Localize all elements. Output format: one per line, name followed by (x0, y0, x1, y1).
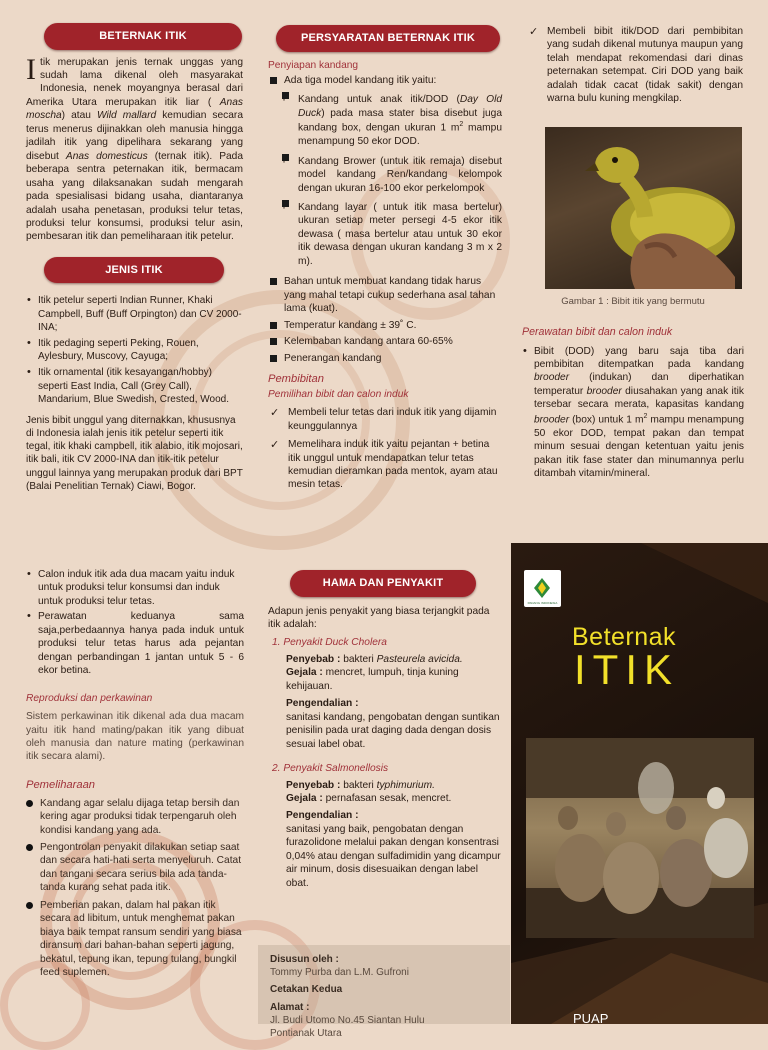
duckling-illustration (545, 127, 742, 289)
list-item: • Itik petelur seperti Indian Runner, Khaki Campbell, Buff (Buff Orpington) dan CV 2000-INA; (26, 294, 243, 334)
cover-footer: PUAP (573, 1011, 609, 1026)
authors: Tommy Purba dan L.M. Gufroni (270, 967, 409, 979)
panel-hama-penyakit (268, 570, 502, 890)
list-item: Kelembaban kandang antara 60-65% (268, 335, 502, 348)
list-item: ✓ Memelihara induk itik yaitu pejantan + betina itik unggul untuk mendapatkan telur tetas kemudian dieramkan pada mentok, ayam atau mesin tetas. (268, 438, 502, 492)
jenis-paragraph: Jenis bibit unggul yang diternakkan, khususnya di Indonesia ialah jenis itik petelur seperti itik tegal, itik khaki campbell, itik alabio, itik mojosari, itik bali, itik CV 2000-INA dan itik-itik petelur unggul lainnya yang merupakan produk dari BPT (Balai Penelitian Ternak) Ciawi, Bogor. (26, 414, 243, 492)
subheading-perawatan: Perawatan bibit dan calon induk (522, 325, 673, 338)
jenis-itik-list (26, 294, 243, 406)
list-item: · Kandang untuk anak itik/DOD (Day Old Duck) pada masa stater bisa disebut juga kandang box, dengan ukuran 1 $m^2$ mampu menampung 50 ekor DOD. (268, 93, 502, 148)
list-item: · Kandang Brower (untuk itik remaja) disebut model kandang Ren/kandang kelompok dengan ukuran 16-100 ekor perkelompok (268, 155, 502, 195)
list-item: • Bibit (DOD) yang baru saja tiba dari pembibitan ditempatkan pada kandang brooder (indukan) dan diperhatikan temperatur brooder diusahakan yang anak itik tersebar secara merata, kapasitas kandang brooder (box) untuk 1 $m^2$ mampu menampung 50 ekor DOD, tempat pakan dan tempat minum sesuai dengan ketentuan yaitu jenis pakan itik fase stater dan minumannya perlu ditambah vitamin/mineral. (522, 345, 744, 481)
intro-paragraph: I tik merupakan jenis ternak unggas yang sudah lama dikenal oleh masyarakat Indonesia, nenek moyangnya berasal dari Amerika Utara merupakan itik liar ( Anas moscha) atau Wild mallard kemudian secara terus menerus dijinakkan oleh manusia hingga jadilah itik yang dipelihara sekarang yang disebut Anas domesticus (ternak itik). Pada beberapa sentra peternakan itik, bermacam usaha yang dilaksanakan sudah mengarah pada spesialisasi bidang usaha, diantaranya adalah usaha penetasan, produksi telur tetas, produksi telur konsumsi, produksi telur asin, pembesaran itik dan pemeliharaan itik petelur. (26, 52, 243, 243)
subheading-pemilihan-bibit: Pemilihan bibit dan calon induk (268, 388, 409, 400)
pengendalian-label: Pengendalian : (286, 810, 359, 822)
reproduksi-paragraph: Sistem perkawinan itik dikenal ada dua macam yaitu itik hand mating/pakan itik yang dibuat oleh manusia dan nature mating (perkawinan itik secara alami). (26, 711, 244, 763)
hama-intro: Adapun jenis penyakit yang biasa terjangkit pada itik adalah: (268, 605, 490, 630)
list-item: Ada tiga model kandang itik yaitu: · Kandang untuk anak itik/DOD (Day Old Duck) pada masa stater bisa disebut juga kandang box, dengan ukuran 1 $m^2$ mampu menampung 50 ekor DOD. · Kandang Brower (untuk itik remaja) disebut model kandang Ren/kandang kelompok dengan ukuran 16-100 ekor perkelompok · Kandang layar ( untuk itik masa bertelur) ukuran setiap meter persegi 4-5 ekor itik dewasa ( masa bertelur atau untuk 30 ekor itik dewasa dengan ukuran kandang 3 m x 2 m). (268, 74, 502, 268)
logo (524, 570, 561, 607)
address-line-1: Jl. Budi Utomo No.45 Siantan Hulu (270, 1014, 425, 1026)
disease-title: 1. Penyakit Duck Cholera (272, 637, 387, 649)
panel-bibit-lower (522, 296, 744, 480)
pengendalian-text: sanitasi yang baik, pengobatan dengan furazolidone melalui pakan dengan konsentrasi 0,04% atau dengan sulfadimidin yang dicampur air minum, dosis disesuaikan dengan label obat. (286, 823, 501, 889)
list-item: ✓ Membeli telur tetas dari induk itik yang dijamin keunggulannya (268, 406, 502, 433)
pemeliharaan-list (26, 797, 244, 980)
disease-salmonellosis (268, 762, 502, 890)
disease-title: 2. Penyakit Salmonellosis (272, 763, 389, 775)
perawatan-list (522, 345, 744, 481)
panel-calon-induk (26, 568, 244, 980)
cover-panel (511, 543, 768, 1024)
ducks-photo (526, 738, 754, 938)
penyebab-line: Penyebab : bakteri Pasteurela avicida. (286, 653, 463, 665)
list-item: · Kandang layar ( untuk itik masa bertelur) ukuran setiap meter persegi 4-5 ekor itik dewasa ( masa bertelur atau untuk 30 ekor itik dewasa dengan ukuran kandang 3 m x 2 m). (268, 201, 502, 268)
drop-cap: I (26, 52, 36, 86)
cover-title-line1: Beternak (572, 623, 677, 651)
address-line-2: Pontianak Utara (270, 1027, 342, 1039)
list-item: Bahan untuk membuat kandang tidak harus yang mahal tetapi cukup sederhana asal tahan lama (kuat). (268, 275, 502, 315)
calon-induk-list (26, 568, 244, 678)
kandang-sublist (268, 93, 502, 268)
kandang-syarat-list (268, 275, 502, 365)
section-header-persyaratan: PERSYARATAN BETERNAK ITIK (276, 25, 500, 52)
photo-caption: Gambar 1 : Bibit itik yang bermutu (561, 296, 705, 307)
pengendalian-text: sanitasi kandang, pengobatan dengan suntikan penisilin pada urat daging dada dengan dosis sesuai label obat. (286, 711, 500, 750)
section-header-hama-penyakit: HAMA DAN PENYAKIT (290, 570, 476, 597)
list-item: Temperatur kandang ± 39˚ C. (268, 319, 502, 332)
credits-box: Disusun oleh : Tommy Purba dan L.M. Gufroni Cetakan Kedua Alamat : Jl. Budi Utomo No.45 Siantan Hulu Pontianak Utara (258, 945, 510, 1024)
list-item: Pemberian pakan, dalam hal pakan itik secara ad libitum, untuk menghemat pakan biaya baik tempat ransum sendiri yang biasa diransum dari bahan-bahan seperti jagung, bekatul, tepung ikan, tepung tulang, bungkil feed suplemen. (26, 899, 244, 980)
panel-beternak-itik (26, 23, 243, 493)
bibit-tick-list (527, 25, 743, 106)
panel-persyaratan (268, 25, 502, 492)
kandang-model-list (268, 74, 502, 268)
duckling-photo (545, 127, 742, 289)
gejala-line: Gejala : pernafasan sesak, mencret. (286, 792, 452, 804)
list-item: • Perawatan keduanya sama saja,perbedaannya hanya pada induk untuk produksi telur tetas harus ada pejantan dengan perbandingan 1 jantan untuk 5 - 6 ekor betina. (26, 610, 244, 677)
subheading-reproduksi: Reproduksi dan perkawinan (26, 692, 153, 704)
disease-cholera (268, 636, 502, 751)
list-item: • Itik pedaging seperti Peking, Rouen, Aylesbury, Muscovy, Cayuga; (26, 337, 243, 363)
subheading-pemeliharaan: Pemeliharaan (26, 778, 96, 791)
list-item: • Calon induk itik ada dua macam yaitu induk untuk produksi telur konsumsi dan induk untuk produksi telur tetas. (26, 568, 244, 608)
subheading-pembibitan: Pembibitan (268, 372, 324, 385)
list-item: Pengontrolan penyakit dilakukan setiap saat dan secara hati-hati serta menyeluruh. Catat dan tangani secara serius bila ada tanda-tanda kurang sehat pada itik. (26, 841, 244, 895)
panel-bibit (527, 25, 743, 106)
penyebab-line: Penyebab : bakteri typhimurium. (286, 779, 435, 791)
pemilihan-list (268, 406, 502, 492)
cover-title-line2: ITIK (574, 646, 680, 693)
list-item: ✓ Membeli bibit itik/DOD dari pembibitan yang sudah dikenal mutunya maupun yang telah mendapat rekomendasi dari dinas peternakan setempat. Ciri DOD yang baik adalah tidak cacat (tidak sakit) dengan warna bulu kuning mengkilap. (527, 25, 743, 106)
logo-caption: PADANG INDONESIA (527, 601, 558, 606)
ducks-illustration (526, 738, 754, 938)
section-header-jenis-itik: JENIS ITIK (44, 257, 224, 284)
subheading-penyiapan-kandang: Penyiapan kandang (268, 59, 359, 71)
section-header-beternak-itik: BETERNAK ITIK (44, 23, 242, 50)
list-item: Penerangan kandang (268, 352, 502, 365)
pengendalian-label: Pengendalian : (286, 698, 359, 710)
gejala-line: Gejala : mencret, lumpuh, tinja kuning kehijauan. (286, 667, 459, 692)
list-item: • Itik ornamental (itik kesayangan/hobby) seperti East India, Call (Grey Call), Mandarium, Blue Swedish, Crested, Wood. (26, 366, 243, 406)
list-item: Kandang agar selalu dijaga tetap bersih dan kering agar produksi tidak terpengaruh oleh kondisi kandang yang ada. (26, 797, 244, 837)
